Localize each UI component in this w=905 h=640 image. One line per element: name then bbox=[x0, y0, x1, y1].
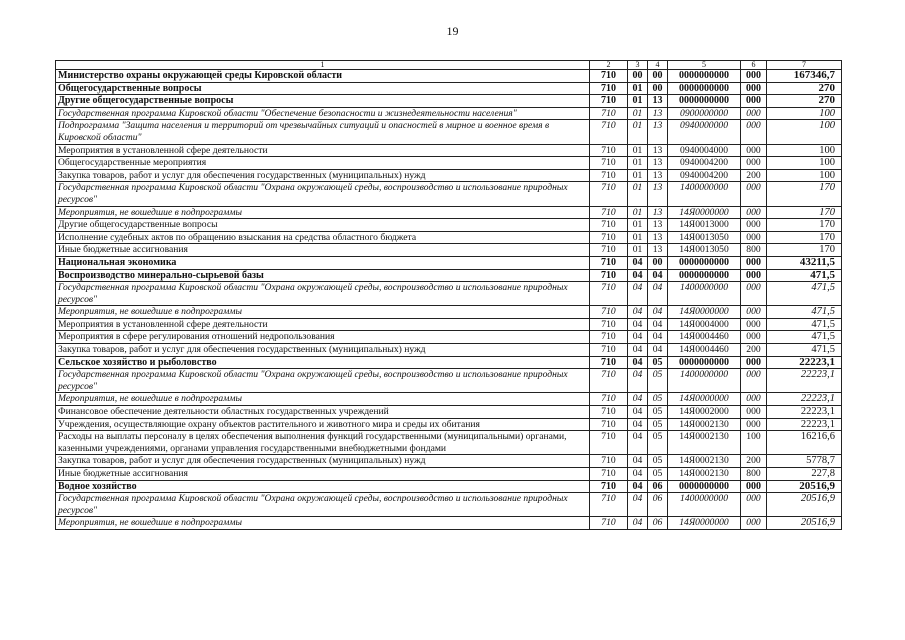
row-ministry-code: 710 bbox=[590, 369, 628, 393]
row-expense-type: 000 bbox=[741, 282, 767, 306]
row-ministry-code: 710 bbox=[590, 493, 628, 517]
row-subsection-code: 13 bbox=[648, 219, 668, 232]
row-description: Общегосударственные вопросы bbox=[56, 82, 590, 95]
row-target-article: 0000000000 bbox=[668, 95, 741, 108]
row-subsection-code: 13 bbox=[648, 107, 668, 120]
table-row bbox=[56, 331, 842, 344]
row-target-article: 14Я0004460 bbox=[668, 331, 741, 344]
row-ministry-code: 710 bbox=[590, 70, 628, 83]
row-ministry-code: 710 bbox=[590, 431, 628, 455]
row-section-code: 04 bbox=[628, 331, 648, 344]
row-amount: 100 bbox=[767, 120, 842, 144]
row-subsection-code: 13 bbox=[648, 157, 668, 170]
table-row bbox=[56, 269, 842, 282]
row-ministry-code: 710 bbox=[590, 82, 628, 95]
row-ministry-code: 710 bbox=[590, 157, 628, 170]
row-expense-type: 000 bbox=[741, 269, 767, 282]
table-row bbox=[56, 256, 842, 269]
table-row bbox=[56, 144, 842, 157]
row-amount: 170 bbox=[767, 231, 842, 244]
table-row bbox=[56, 306, 842, 319]
row-expense-type: 000 bbox=[741, 406, 767, 419]
row-subsection-code: 04 bbox=[648, 318, 668, 331]
page-number: 19 bbox=[446, 24, 459, 38]
row-description: Расходы на выплаты персоналу в целях обеспечения выполнения функций государственными (муниципальными) органами, казенными учреждениями, органами управления государственными внебюджетными фондами bbox=[56, 431, 590, 455]
row-ministry-code: 710 bbox=[590, 344, 628, 357]
row-expense-type: 000 bbox=[741, 231, 767, 244]
row-subsection-code: 13 bbox=[648, 169, 668, 182]
row-subsection-code: 04 bbox=[648, 306, 668, 319]
row-amount: 100 bbox=[767, 107, 842, 120]
column-number-cell: 6 bbox=[741, 61, 767, 70]
row-section-code: 04 bbox=[628, 455, 648, 468]
table-row bbox=[56, 82, 842, 95]
row-target-article: 0000000000 bbox=[668, 70, 741, 83]
row-target-article: 14Я0000000 bbox=[668, 393, 741, 406]
row-amount: 170 bbox=[767, 206, 842, 219]
row-description: Мероприятия, не вошедшие в подпрограммы bbox=[56, 517, 590, 530]
row-target-article: 14Я0013050 bbox=[668, 244, 741, 257]
row-amount: 170 bbox=[767, 219, 842, 232]
row-target-article: 14Я0002130 bbox=[668, 455, 741, 468]
budget-table bbox=[55, 60, 842, 530]
row-target-article: 14Я0002000 bbox=[668, 406, 741, 419]
row-expense-type: 000 bbox=[741, 517, 767, 530]
row-ministry-code: 710 bbox=[590, 406, 628, 419]
row-amount: 471,5 bbox=[767, 269, 842, 282]
row-target-article: 14Я0002130 bbox=[668, 418, 741, 431]
row-ministry-code: 710 bbox=[590, 95, 628, 108]
row-section-code: 04 bbox=[628, 517, 648, 530]
row-ministry-code: 710 bbox=[590, 206, 628, 219]
row-amount: 16216,6 bbox=[767, 431, 842, 455]
row-target-article: 14Я0000000 bbox=[668, 306, 741, 319]
row-section-code: 01 bbox=[628, 206, 648, 219]
row-target-article: 14Я0004000 bbox=[668, 318, 741, 331]
row-description: Государственная программа Кировской области "Охрана окружающей среды, воспроизводство и использование природных ресурсов" bbox=[56, 182, 590, 206]
row-subsection-code: 00 bbox=[648, 70, 668, 83]
table-row bbox=[56, 231, 842, 244]
table-row bbox=[56, 393, 842, 406]
row-target-article: 0940004200 bbox=[668, 169, 741, 182]
row-subsection-code: 05 bbox=[648, 455, 668, 468]
row-section-code: 04 bbox=[628, 393, 648, 406]
column-number-cell: 2 bbox=[590, 61, 628, 70]
row-description: Иные бюджетные ассигнования bbox=[56, 244, 590, 257]
row-amount: 22223,1 bbox=[767, 393, 842, 406]
row-subsection-code: 06 bbox=[648, 480, 668, 493]
row-section-code: 00 bbox=[628, 70, 648, 83]
row-description: Мероприятия, не вошедшие в подпрограммы bbox=[56, 206, 590, 219]
row-subsection-code: 00 bbox=[648, 82, 668, 95]
row-ministry-code: 710 bbox=[590, 256, 628, 269]
row-subsection-code: 06 bbox=[648, 517, 668, 530]
row-section-code: 04 bbox=[628, 282, 648, 306]
row-amount: 167346,7 bbox=[767, 70, 842, 83]
table-row bbox=[56, 219, 842, 232]
row-amount: 22223,1 bbox=[767, 369, 842, 393]
row-section-code: 01 bbox=[628, 157, 648, 170]
table-row bbox=[56, 206, 842, 219]
row-section-code: 04 bbox=[628, 468, 648, 481]
row-expense-type: 000 bbox=[741, 331, 767, 344]
row-target-article: 14Я0000000 bbox=[668, 206, 741, 219]
row-target-article: 14Я0002130 bbox=[668, 468, 741, 481]
row-subsection-code: 00 bbox=[648, 256, 668, 269]
row-expense-type: 200 bbox=[741, 169, 767, 182]
row-subsection-code: 13 bbox=[648, 244, 668, 257]
row-expense-type: 000 bbox=[741, 82, 767, 95]
row-amount: 22223,1 bbox=[767, 356, 842, 369]
row-description: Закупка товаров, работ и услуг для обеспечения государственных (муниципальных) нужд bbox=[56, 455, 590, 468]
row-description: Национальная экономика bbox=[56, 256, 590, 269]
table-row bbox=[56, 455, 842, 468]
row-subsection-code: 13 bbox=[648, 120, 668, 144]
row-ministry-code: 710 bbox=[590, 282, 628, 306]
row-target-article: 0940004000 bbox=[668, 144, 741, 157]
table-row bbox=[56, 244, 842, 257]
row-expense-type: 800 bbox=[741, 468, 767, 481]
row-expense-type: 000 bbox=[741, 306, 767, 319]
row-section-code: 04 bbox=[628, 344, 648, 357]
row-section-code: 04 bbox=[628, 369, 648, 393]
row-subsection-code: 04 bbox=[648, 269, 668, 282]
row-section-code: 01 bbox=[628, 120, 648, 144]
row-ministry-code: 710 bbox=[590, 393, 628, 406]
row-ministry-code: 710 bbox=[590, 318, 628, 331]
row-ministry-code: 710 bbox=[590, 219, 628, 232]
row-description: Государственная программа Кировской области "Обеспечение безопасности и жизнедеятельности населения" bbox=[56, 107, 590, 120]
row-section-code: 01 bbox=[628, 95, 648, 108]
row-amount: 471,5 bbox=[767, 318, 842, 331]
row-expense-type: 000 bbox=[741, 219, 767, 232]
table-row bbox=[56, 70, 842, 83]
row-target-article: 1400000000 bbox=[668, 369, 741, 393]
row-ministry-code: 710 bbox=[590, 468, 628, 481]
row-section-code: 04 bbox=[628, 318, 648, 331]
row-ministry-code: 710 bbox=[590, 107, 628, 120]
row-expense-type: 200 bbox=[741, 344, 767, 357]
row-description: Министерство охраны окружающей среды Кировской области bbox=[56, 70, 590, 83]
row-subsection-code: 13 bbox=[648, 144, 668, 157]
row-subsection-code: 04 bbox=[648, 344, 668, 357]
row-target-article: 0940000000 bbox=[668, 120, 741, 144]
row-ministry-code: 710 bbox=[590, 269, 628, 282]
row-expense-type: 000 bbox=[741, 182, 767, 206]
row-amount: 170 bbox=[767, 244, 842, 257]
row-description: Другие общегосударственные вопросы bbox=[56, 95, 590, 108]
row-target-article: 0900000000 bbox=[668, 107, 741, 120]
row-ministry-code: 710 bbox=[590, 418, 628, 431]
row-section-code: 01 bbox=[628, 169, 648, 182]
row-description: Водное хозяйство bbox=[56, 480, 590, 493]
row-subsection-code: 13 bbox=[648, 231, 668, 244]
column-number-cell: 5 bbox=[668, 61, 741, 70]
row-ministry-code: 710 bbox=[590, 480, 628, 493]
row-subsection-code: 04 bbox=[648, 282, 668, 306]
column-number-row bbox=[56, 61, 842, 70]
row-amount: 5778,7 bbox=[767, 455, 842, 468]
row-subsection-code: 13 bbox=[648, 95, 668, 108]
row-subsection-code: 05 bbox=[648, 468, 668, 481]
row-expense-type: 000 bbox=[741, 369, 767, 393]
row-description: Сельское хозяйство и рыболовство bbox=[56, 356, 590, 369]
row-description: Мероприятия в сфере регулирования отношений недропользования bbox=[56, 331, 590, 344]
row-ministry-code: 710 bbox=[590, 182, 628, 206]
row-ministry-code: 710 bbox=[590, 169, 628, 182]
table-row bbox=[56, 282, 842, 306]
table-row bbox=[56, 120, 842, 144]
row-section-code: 04 bbox=[628, 493, 648, 517]
table-row bbox=[56, 517, 842, 530]
row-section-code: 04 bbox=[628, 356, 648, 369]
row-expense-type: 100 bbox=[741, 431, 767, 455]
table-row bbox=[56, 356, 842, 369]
table-row bbox=[56, 95, 842, 108]
row-description: Общегосударственные мероприятия bbox=[56, 157, 590, 170]
row-expense-type: 000 bbox=[741, 206, 767, 219]
table-row bbox=[56, 480, 842, 493]
row-amount: 22223,1 bbox=[767, 418, 842, 431]
row-description: Мероприятия, не вошедшие в подпрограммы bbox=[56, 393, 590, 406]
row-subsection-code: 05 bbox=[648, 356, 668, 369]
row-section-code: 01 bbox=[628, 231, 648, 244]
column-number-cell: 7 bbox=[767, 61, 842, 70]
row-ministry-code: 710 bbox=[590, 331, 628, 344]
row-description: Закупка товаров, работ и услуг для обеспечения государственных (муниципальных) нужд bbox=[56, 344, 590, 357]
table-row bbox=[56, 369, 842, 393]
row-target-article: 0000000000 bbox=[668, 356, 741, 369]
row-ministry-code: 710 bbox=[590, 455, 628, 468]
row-description: Государственная программа Кировской области "Охрана окружающей среды, воспроизводство и использование природных ресурсов" bbox=[56, 493, 590, 517]
row-expense-type: 000 bbox=[741, 356, 767, 369]
row-ministry-code: 710 bbox=[590, 306, 628, 319]
row-ministry-code: 710 bbox=[590, 356, 628, 369]
row-target-article: 14Я0000000 bbox=[668, 517, 741, 530]
row-expense-type: 000 bbox=[741, 256, 767, 269]
row-amount: 20516,9 bbox=[767, 493, 842, 517]
row-description: Государственная программа Кировской области "Охрана окружающей среды, воспроизводство и использование природных ресурсов" bbox=[56, 282, 590, 306]
row-subsection-code: 13 bbox=[648, 206, 668, 219]
row-subsection-code: 06 bbox=[648, 493, 668, 517]
row-target-article: 0940004200 bbox=[668, 157, 741, 170]
row-target-article: 14Я0002130 bbox=[668, 431, 741, 455]
table-row bbox=[56, 468, 842, 481]
row-amount: 100 bbox=[767, 169, 842, 182]
row-description: Государственная программа Кировской области "Охрана окружающей среды, воспроизводство и использование природных ресурсов" bbox=[56, 369, 590, 393]
row-target-article: 1400000000 bbox=[668, 493, 741, 517]
table-row bbox=[56, 169, 842, 182]
row-amount: 471,5 bbox=[767, 344, 842, 357]
row-expense-type: 000 bbox=[741, 144, 767, 157]
row-section-code: 04 bbox=[628, 306, 648, 319]
row-target-article: 14Я0013050 bbox=[668, 231, 741, 244]
row-description: Финансовое обеспечение деятельности областных государственных учреждений bbox=[56, 406, 590, 419]
row-description: Исполнение судебных актов по обращению взыскания на средства областного бюджета bbox=[56, 231, 590, 244]
row-section-code: 01 bbox=[628, 107, 648, 120]
row-expense-type: 000 bbox=[741, 157, 767, 170]
row-description: Закупка товаров, работ и услуг для обеспечения государственных (муниципальных) нужд bbox=[56, 169, 590, 182]
row-subsection-code: 05 bbox=[648, 393, 668, 406]
column-number-cell: 1 bbox=[56, 61, 590, 70]
row-amount: 22223,1 bbox=[767, 406, 842, 419]
row-section-code: 04 bbox=[628, 418, 648, 431]
row-amount: 471,5 bbox=[767, 331, 842, 344]
row-amount: 20516,9 bbox=[767, 517, 842, 530]
row-subsection-code: 04 bbox=[648, 331, 668, 344]
row-subsection-code: 13 bbox=[648, 182, 668, 206]
row-section-code: 01 bbox=[628, 182, 648, 206]
row-amount: 227,8 bbox=[767, 468, 842, 481]
row-subsection-code: 05 bbox=[648, 431, 668, 455]
row-target-article: 14Я0013000 bbox=[668, 219, 741, 232]
table-row bbox=[56, 431, 842, 455]
table-row bbox=[56, 406, 842, 419]
row-expense-type: 000 bbox=[741, 418, 767, 431]
row-section-code: 01 bbox=[628, 144, 648, 157]
row-ministry-code: 710 bbox=[590, 231, 628, 244]
row-amount: 170 bbox=[767, 182, 842, 206]
row-ministry-code: 710 bbox=[590, 517, 628, 530]
row-amount: 100 bbox=[767, 157, 842, 170]
row-target-article: 0000000000 bbox=[668, 269, 741, 282]
row-target-article: 0000000000 bbox=[668, 82, 741, 95]
row-subsection-code: 05 bbox=[648, 369, 668, 393]
row-section-code: 04 bbox=[628, 480, 648, 493]
row-amount: 270 bbox=[767, 95, 842, 108]
table-row bbox=[56, 418, 842, 431]
row-amount: 471,5 bbox=[767, 306, 842, 319]
row-ministry-code: 710 bbox=[590, 144, 628, 157]
table-row bbox=[56, 157, 842, 170]
row-expense-type: 000 bbox=[741, 393, 767, 406]
row-expense-type: 000 bbox=[741, 107, 767, 120]
row-amount: 270 bbox=[767, 82, 842, 95]
row-description: Мероприятия в установленной сфере деятельности bbox=[56, 144, 590, 157]
row-description: Мероприятия в установленной сфере деятельности bbox=[56, 318, 590, 331]
row-section-code: 04 bbox=[628, 269, 648, 282]
row-section-code: 04 bbox=[628, 406, 648, 419]
row-description: Мероприятия, не вошедшие в подпрограммы bbox=[56, 306, 590, 319]
row-subsection-code: 05 bbox=[648, 406, 668, 419]
row-section-code: 01 bbox=[628, 244, 648, 257]
row-subsection-code: 05 bbox=[648, 418, 668, 431]
row-expense-type: 000 bbox=[741, 70, 767, 83]
row-amount: 43211,5 bbox=[767, 256, 842, 269]
row-target-article: 1400000000 bbox=[668, 182, 741, 206]
table-row bbox=[56, 318, 842, 331]
row-target-article: 0000000000 bbox=[668, 480, 741, 493]
row-section-code: 01 bbox=[628, 219, 648, 232]
row-target-article: 14Я0004460 bbox=[668, 344, 741, 357]
row-expense-type: 800 bbox=[741, 244, 767, 257]
table-row bbox=[56, 493, 842, 517]
column-number-cell: 4 bbox=[648, 61, 668, 70]
row-amount: 20516,9 bbox=[767, 480, 842, 493]
row-expense-type: 000 bbox=[741, 493, 767, 517]
row-ministry-code: 710 bbox=[590, 244, 628, 257]
row-target-article: 1400000000 bbox=[668, 282, 741, 306]
row-section-code: 04 bbox=[628, 256, 648, 269]
row-section-code: 01 bbox=[628, 82, 648, 95]
row-amount: 471,5 bbox=[767, 282, 842, 306]
column-number-cell: 3 bbox=[628, 61, 648, 70]
row-expense-type: 000 bbox=[741, 95, 767, 108]
row-description: Другие общегосударственные вопросы bbox=[56, 219, 590, 232]
row-description: Учреждения, осуществляющие охрану объектов растительного и животного мира и среды их обитания bbox=[56, 418, 590, 431]
row-description: Подпрограмма "Защита населения и территорий от чрезвычайных ситуаций и опасностей в мирное и военное время в Кировской области" bbox=[56, 120, 590, 144]
row-expense-type: 000 bbox=[741, 480, 767, 493]
table-row bbox=[56, 182, 842, 206]
row-target-article: 0000000000 bbox=[668, 256, 741, 269]
row-description: Иные бюджетные ассигнования bbox=[56, 468, 590, 481]
table-row bbox=[56, 344, 842, 357]
row-ministry-code: 710 bbox=[590, 120, 628, 144]
row-description: Воспроизводство минерально-сырьевой базы bbox=[56, 269, 590, 282]
row-expense-type: 000 bbox=[741, 120, 767, 144]
row-expense-type: 200 bbox=[741, 455, 767, 468]
row-section-code: 04 bbox=[628, 431, 648, 455]
row-expense-type: 000 bbox=[741, 318, 767, 331]
row-amount: 100 bbox=[767, 144, 842, 157]
table-row bbox=[56, 107, 842, 120]
